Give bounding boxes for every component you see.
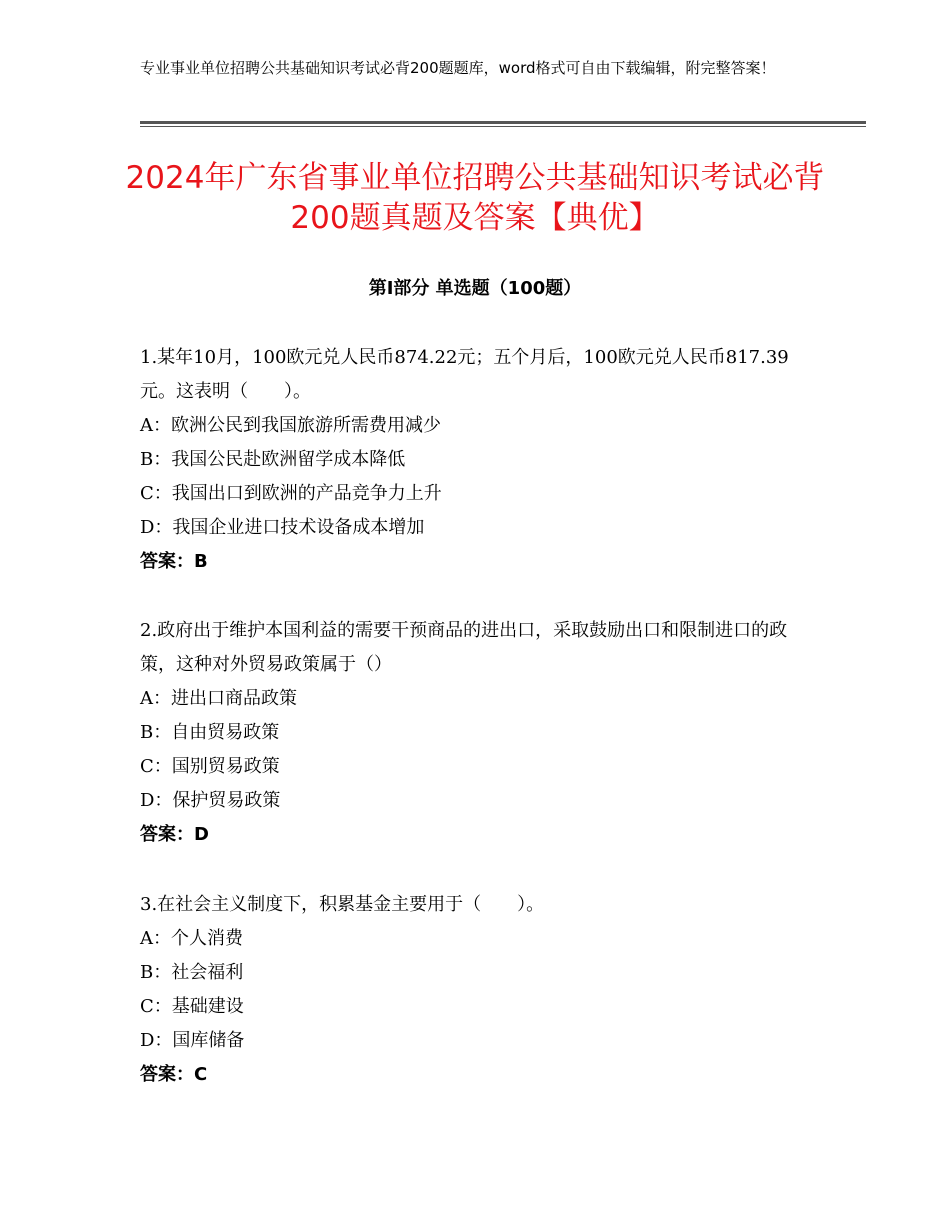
option-d: D：保护贸易政策 [140, 790, 281, 811]
option-d: D：我国企业进口技术设备成本增加 [140, 517, 425, 538]
option-a: A：进出口商品政策 [140, 688, 297, 709]
option-c: C：国别贸易政策 [140, 756, 280, 777]
question-3 [140, 888, 820, 1092]
answer: 答案：D [140, 824, 209, 845]
header-rule-thick [140, 121, 866, 124]
section-title: 第Ⅰ部分 单选题（100题） [368, 278, 582, 299]
option-d: D：国库储备 [140, 1030, 245, 1051]
option-c: C：基础建设 [140, 996, 244, 1017]
question-1 [140, 341, 820, 579]
option-c: C：我国出口到欧洲的产品竞争力上升 [140, 483, 442, 504]
option-b: B：社会福利 [140, 962, 244, 983]
question-stem: 1.某年10月，100欧元兑人民币874.22元；五个月后，100欧元兑人民币817.39元。这表明（ ）。 [140, 347, 789, 402]
option-a: A：个人消费 [140, 928, 243, 949]
option-a: A：欧洲公民到我国旅游所需费用减少 [140, 415, 441, 436]
header-note: 专业事业单位招聘公共基础知识考试必背200题题库，word格式可自由下载编辑，附完整答案！ [140, 59, 776, 77]
question-stem: 2.政府出于维护本国利益的需要干预商品的进出口，采取鼓励出口和限制进口的政策，这种对外贸易政策属于（） [140, 620, 788, 675]
question-2 [140, 614, 820, 852]
question-stem: 3.在社会主义制度下，积累基金主要用于（ ）。 [140, 894, 545, 915]
option-b: B：自由贸易政策 [140, 722, 280, 743]
answer: 答案：B [140, 551, 208, 572]
option-b: B：我国公民赴欧洲留学成本降低 [140, 449, 406, 470]
document-title: 2024年广东省事业单位招聘公共基础知识考试必背200题真题及答案【典优】 [125, 160, 825, 236]
answer: 答案：C [140, 1064, 208, 1085]
header-rule-thin [140, 126, 866, 127]
